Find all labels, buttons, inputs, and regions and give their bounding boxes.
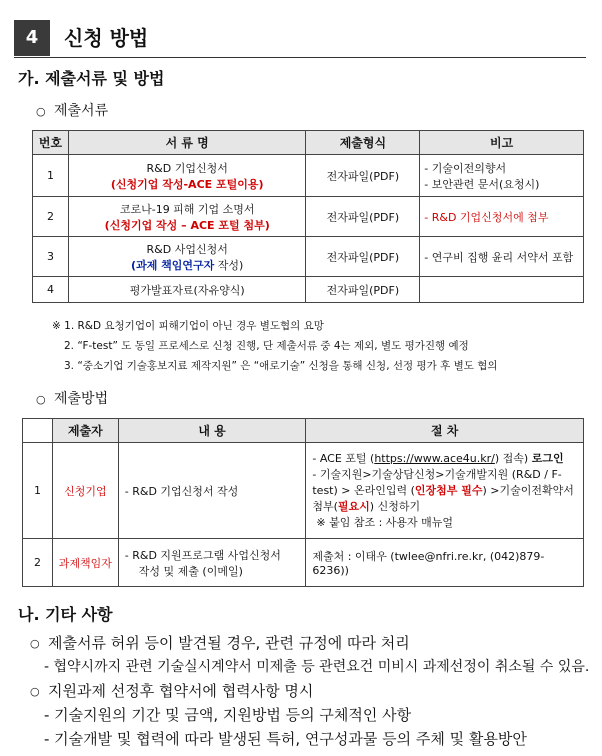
section-number: 4 bbox=[14, 20, 50, 56]
note-2: 2. “F-test” 도 동일 프로세스로 신청 진행, 단 제출서류 중 4는 제외, 별도 평가진행 예정 bbox=[64, 340, 469, 352]
table-row: 1 R&D 기업신청서 (신청기업 작성-ACE 포털이용) 전자파일(PDF) - 기술이전의향서 - 보안관련 문서(요청시) bbox=[33, 155, 584, 197]
ace-portal-link[interactable]: https://www.ace4u.kr/ bbox=[374, 451, 495, 465]
header-remark: 비고 bbox=[420, 131, 584, 155]
other-sub-1: - 협약시까지 관련 기술실시계약서 미제출 등 관련요건 미비시 과제선정이 취소될 수 있음. bbox=[44, 659, 590, 675]
section-divider bbox=[14, 57, 586, 58]
table-header-row bbox=[23, 419, 584, 443]
table-row: 3 R&D 사업신청서 (과제 책임연구자 작성) 전자파일(PDF) - 연구비 집행 윤리 서약서 포함 bbox=[33, 237, 584, 277]
note-3: 3. “중소기업 기술홍보지료 제작지원” 은 “애로기술” 신청을 통해 신청, 선정 평가 후 별도 협의 bbox=[64, 360, 498, 372]
section-title: 신청 방법 bbox=[64, 26, 149, 50]
circle-bullet-icon: ○ bbox=[36, 392, 46, 406]
circle-bullet-icon: ○ bbox=[36, 104, 46, 118]
header-doc-name: 서 류 명 bbox=[68, 131, 306, 155]
table-row: 2 코로나-19 피해 기업 소명서 (신청기업 작성 – ACE 포털 첨부) 전자파일(PDF) - R&D 기업신청서에 첨부 bbox=[33, 197, 584, 237]
submission-table bbox=[22, 418, 584, 587]
header-no: 번호 bbox=[33, 131, 69, 155]
table-row: 4 평가발표자료(자유양식) 전자파일(PDF) bbox=[33, 277, 584, 303]
other-bullet-1: ○ 제출서류 허위 등이 발견될 경우, 관련 규정에 따라 처리 bbox=[30, 632, 410, 655]
part-a-heading: 가. 제출서류 및 방법 bbox=[18, 69, 165, 88]
bullet-docs: ○ 제출서류 bbox=[36, 103, 109, 119]
circle-bullet-icon: ○ bbox=[30, 684, 40, 698]
note-1: ※ 1. R&D 요청기업이 피해기업이 아닌 경우 별도협의 요망 bbox=[52, 320, 324, 332]
table-header-row bbox=[33, 131, 584, 155]
bullet-method: ○ 제출방법 bbox=[36, 391, 109, 407]
table-row: 1 신청기업 - R&D 기업신청서 작성 - ACE 포털 (https://www.ace4u.kr/) 접속) 로그인 - 기술지원>기술상담신청>기술개발지원 (R&D / F-test) > 온라인입력 (인장첨부 필수) >기술이전확약서 첨부(필요시) 신청하기 ※ 붙임 참조 : 사용자 매뉴얼 bbox=[23, 443, 584, 539]
header-submitter: 제출자 bbox=[52, 419, 118, 443]
table-row: 2 과제책임자 - R&D 지원프로그램 사업신청서 작성 및 제출 (이메일) 제출처 : 이태우 (twlee@nfri.re.kr, (042)879-6236)) bbox=[23, 539, 584, 587]
circle-bullet-icon: ○ bbox=[30, 636, 40, 650]
other-bullet-2: ○ 지원과제 선정후 협약서에 협력사항 명시 bbox=[30, 680, 313, 703]
header-format: 제출형식 bbox=[306, 131, 420, 155]
other-sub-2: - 기술지원의 기간 및 금액, 지원방법 등의 구체적인 사항 bbox=[44, 706, 412, 724]
part-b-heading: 나. 기타 사항 bbox=[18, 605, 113, 624]
documents-table bbox=[32, 130, 584, 303]
section-header bbox=[14, 20, 586, 56]
notes bbox=[52, 316, 498, 376]
header-procedure: 절 차 bbox=[306, 419, 584, 443]
header-content: 내 용 bbox=[118, 419, 306, 443]
other-sub-3: - 기술개발 및 협력에 따라 발생된 특허, 연구성과물 등의 주체 및 활용방안 bbox=[44, 730, 527, 748]
